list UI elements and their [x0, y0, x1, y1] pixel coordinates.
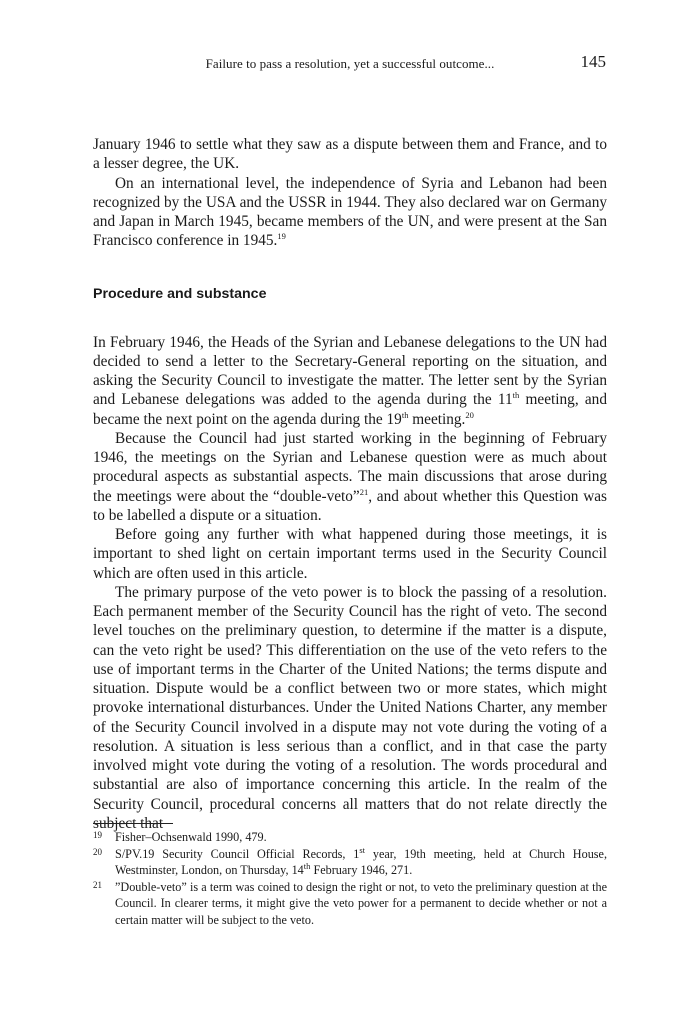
ordinal-suffix: st	[359, 844, 366, 855]
footnote-text: Fisher–Ochsenwald 1990, 479.	[115, 830, 267, 844]
paragraph-text: meeting, and became the next point on the agenda during the 19	[93, 391, 607, 428]
footnote	[93, 846, 607, 879]
footnote-ref: 21	[359, 486, 369, 497]
footnotes	[93, 829, 607, 929]
ordinal-suffix: th	[303, 861, 311, 872]
page-number: 145	[580, 52, 606, 71]
paragraph	[93, 525, 607, 583]
paragraph-text: meeting.	[408, 410, 466, 428]
ordinal-suffix: th	[512, 390, 520, 401]
paragraph-text: In February 1946, the Heads of the Syrian and Lebanese delegations to the UN had decided to send a letter to the Secretary-General reporting on the situation, and asking the Security Council to investigate the matter. The letter sent by the Syrian and Lebanese delegations was added to the agenda during the 11	[93, 333, 607, 409]
footnote-text: year, 19th meeting, held at Church House, Westminster, London, on Thursday, 14	[115, 846, 607, 878]
paragraph	[93, 333, 607, 429]
footnote-text: S/PV.19 Security Council Official Records, 1	[115, 846, 360, 861]
paragraph-text: , and about whether this Question was to be labelled a dispute or a situation.	[93, 487, 607, 524]
footnote-text: ”Double-veto” is a term was coined to design the right or not, to veto the preliminary question at the Council. In clearer terms, it might give the veto power for a permanent to decide whether or not a certain matter will be subject to the veto.	[115, 879, 607, 927]
running-title: Failure to pass a resolution, yet a successful outcome...	[205, 56, 495, 71]
running-header	[0, 52, 700, 74]
paragraph	[93, 174, 607, 251]
paragraph	[93, 135, 607, 174]
footnote-text: February 1946, 271.	[310, 863, 413, 878]
paragraph-text: The primary purpose of the veto power is to block the passing of a resolution. Each permanent member of the Security Council has the right of veto. The second level touches on the preliminary question, to determine if the matter is a dispute, can the veto right be used? This differentiation on the use of the veto refers to the use of important terms in the Charter of the United Nations; the terms dispute and situation. Dispute would be a conflict between two or more states, which might provoke international disturbances. Under the United Nations Charter, any member of the Security Council involved in a dispute may not vote during the voting of a resolution. A situation is less serious than a conflict, and in that case the party involved might vote during the voting of a resolution. The words procedural and substantial are also of importance concerning this article. In the realm of the Security Council, procedural concerns all matters that do not relate directly the subject that	[93, 583, 607, 832]
footnote-number: 19	[93, 830, 102, 840]
body-text	[93, 135, 607, 833]
paragraph-text: January 1946 to settle what they saw as a dispute between them and France, and to a lesser degree, the UK.	[93, 136, 607, 173]
paragraph	[93, 583, 607, 833]
paragraph-text: Because the Council had just started working in the beginning of February 1946, the meetings on the Syrian and Lebanese question were as much about procedural aspects as substantial aspects. The main discussions that arose during the meetings were about the “double-veto”	[93, 429, 607, 505]
footnote-divider	[93, 823, 173, 824]
footnote	[93, 829, 607, 846]
paragraph	[93, 429, 607, 525]
footnote-ref: 20	[465, 409, 474, 420]
footnote-ref: 19	[277, 231, 286, 242]
paragraph-text: On an international level, the independence of Syria and Lebanon had been recognized by the USA and the USSR in 1944. They also declared war on Germany and Japan in March 1945, became members of the UN, and were present at the San Francisco conference in 1945.	[93, 174, 607, 250]
section-heading: Procedure and substance	[93, 285, 267, 302]
paragraph-text: Before going any further with what happened during those meetings, it is important to shed light on certain important terms used in the Security Council which are often used in this article.	[93, 526, 607, 582]
ordinal-suffix: th	[401, 409, 409, 420]
footnote	[93, 879, 607, 929]
footnote-number: 20	[93, 846, 102, 857]
footnote-number: 21	[93, 879, 102, 890]
